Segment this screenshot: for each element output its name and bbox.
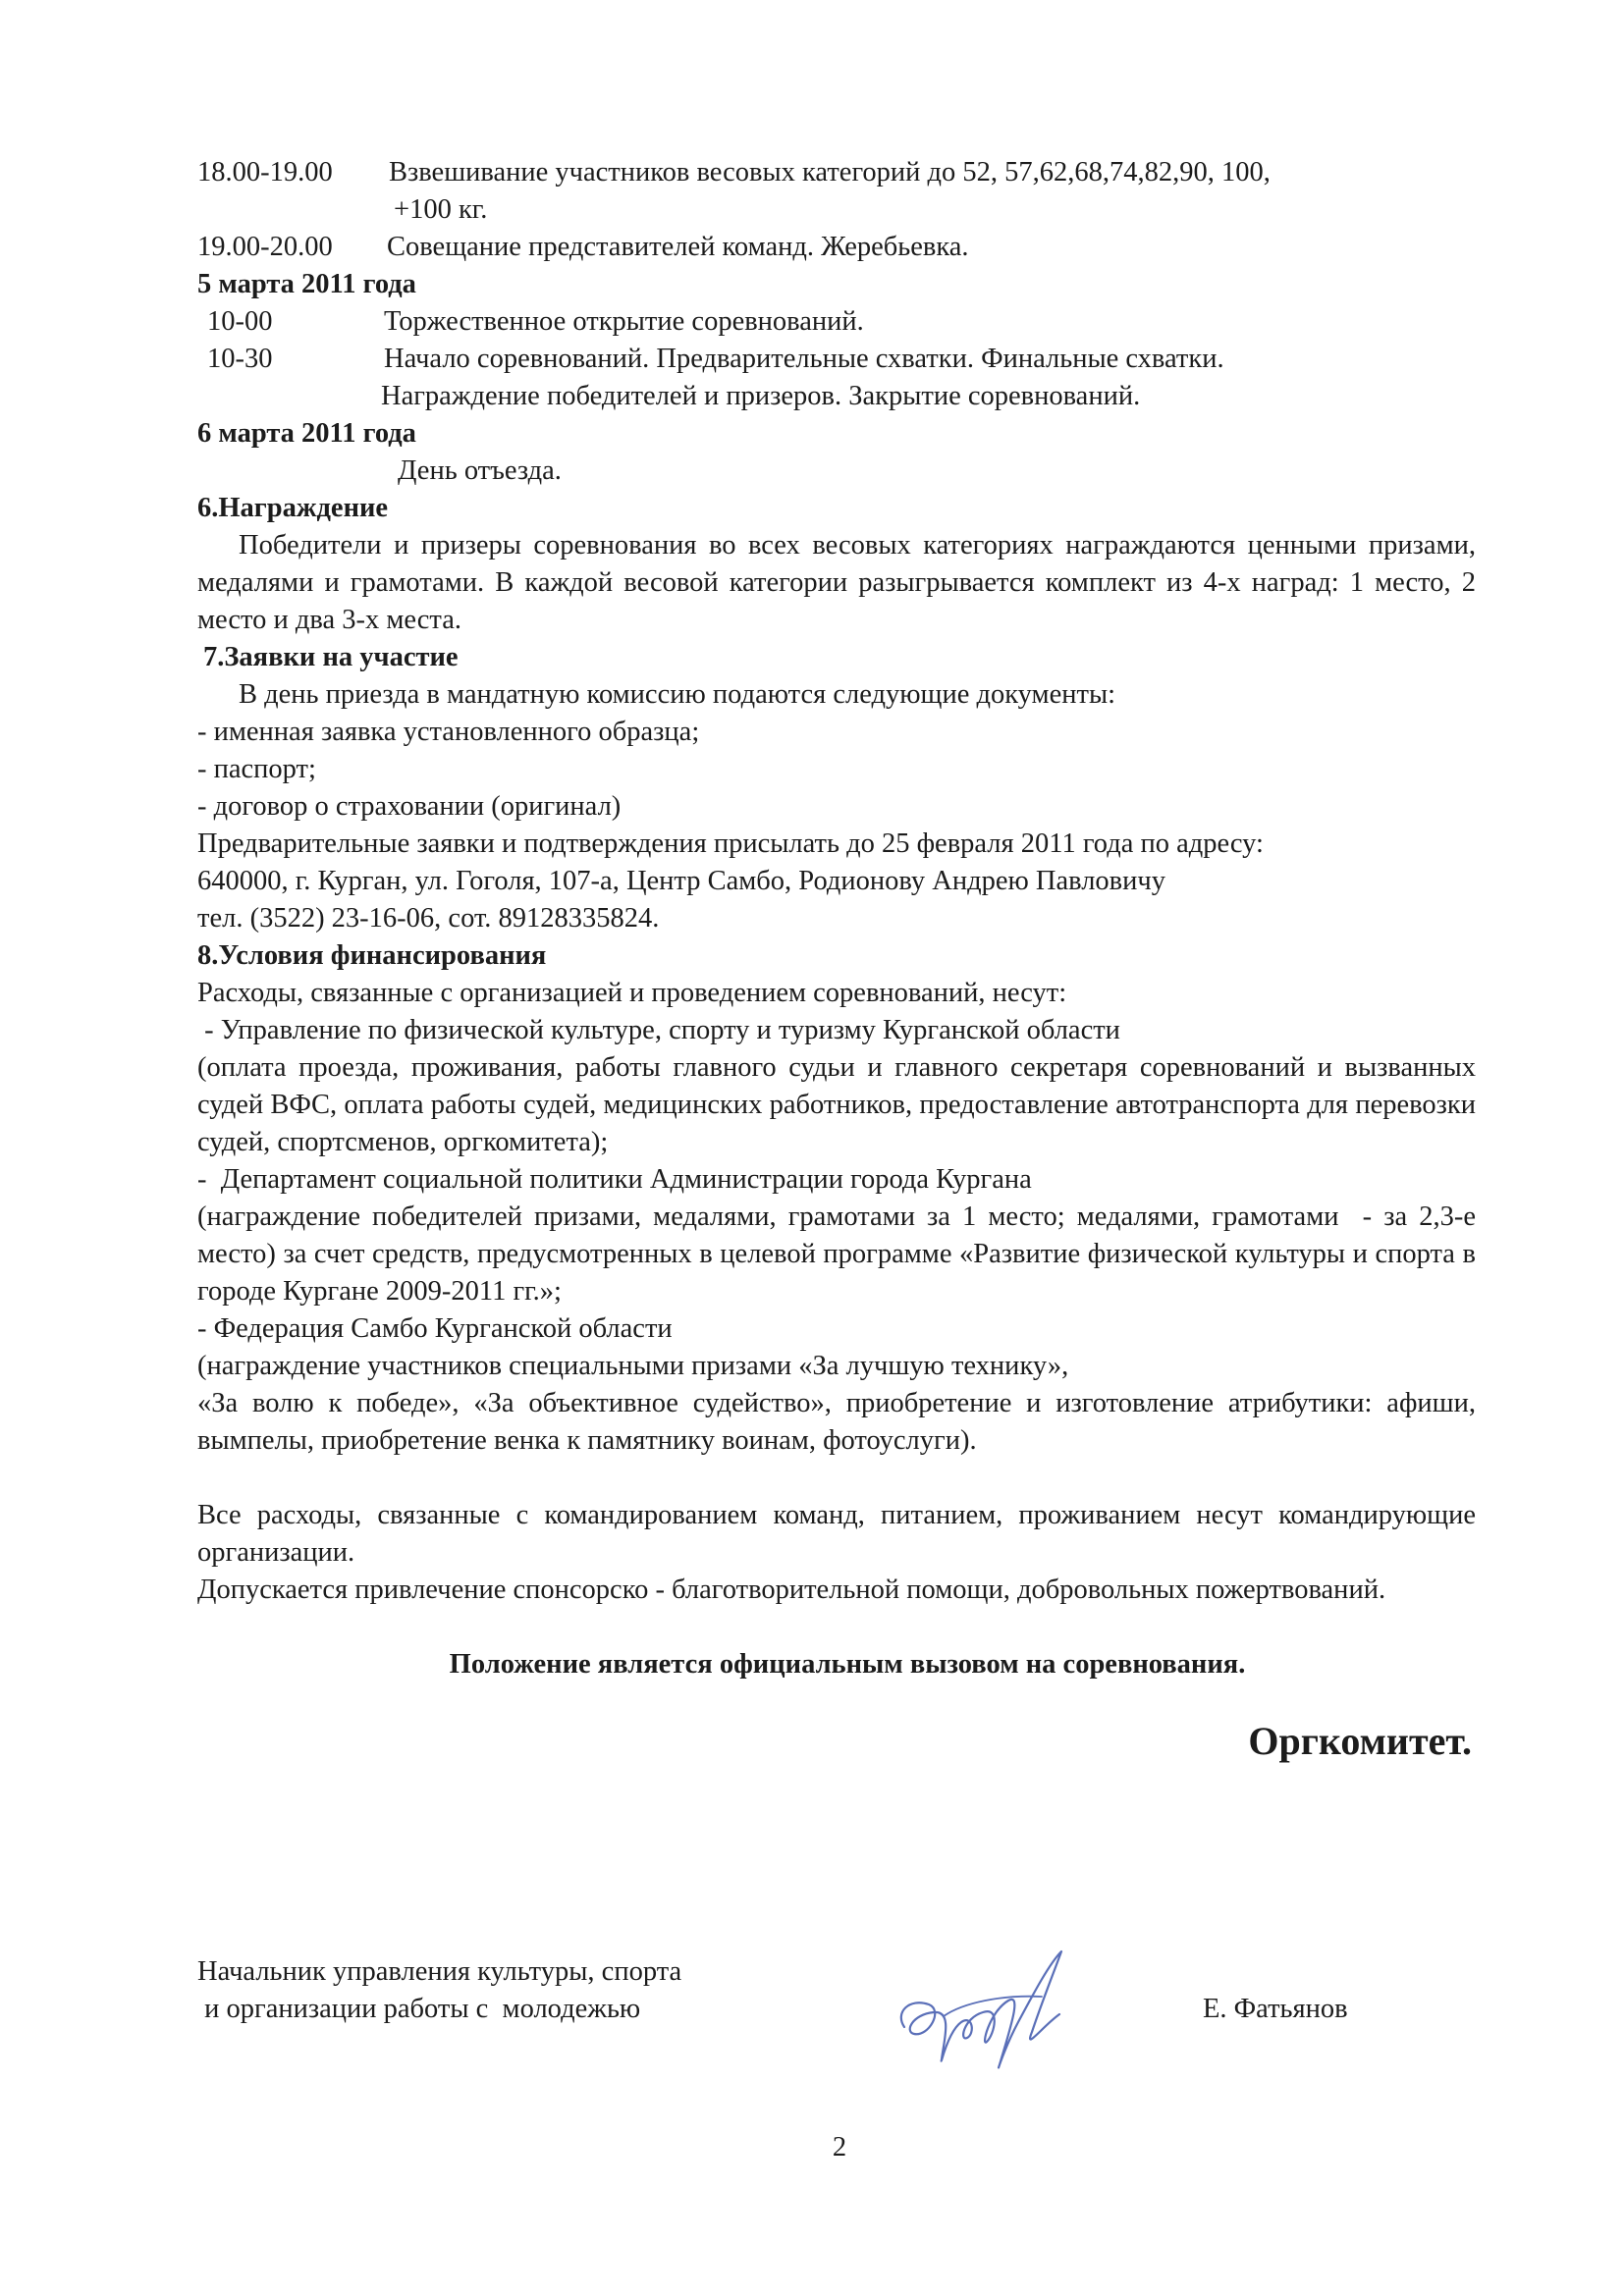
applications-intro: В день приезда в мандатную комиссию подаются следующие документы:	[239, 679, 1116, 710]
schedule-row-weighing	[197, 154, 1476, 191]
financing-org-social-policy-detail: (награждение победителей призами, медалями, грамотами за 1 место; медалями, грамотами - за 2,3-е место) за счет средств, предусмотренных в целевой программе «Развитие физической культуры и спорта в городе Кургане 2009-2011 гг.»;	[197, 1201, 1490, 1307]
document-list-item: - именная заявка установленного образца;	[197, 717, 700, 747]
contact-phone: тел. (3522) 23-16-06, сот. 89128335824.	[197, 903, 660, 934]
signatory-name: Е. Фатьянов	[1203, 1994, 1348, 2024]
signatory-title-line: и организации работы с молодежью	[197, 1994, 641, 2024]
document-list-item: - паспорт;	[197, 754, 316, 784]
handwritten-signature	[885, 1944, 1140, 2091]
schedule-row-opening	[197, 303, 1476, 341]
financing-intro: Расходы, связанные с организацией и проведением соревнований, несут:	[197, 978, 1067, 1008]
document-body	[197, 154, 1490, 1766]
signatory-title-line: Начальник управления культуры, спорта	[197, 1956, 682, 1987]
schedule-row-meeting	[197, 229, 1476, 266]
day-heading-march5: 5 марта 2011 года	[197, 269, 416, 299]
departure-text: День отъезда.	[398, 455, 562, 486]
schedule-row-start	[197, 341, 1476, 378]
schedule-text: Начало соревнований. Предварительные схватки. Финальные схватки.	[384, 344, 1224, 374]
schedule-text-continuation: +100 кг.	[394, 194, 488, 225]
section-heading-applications: 7.Заявки на участие	[203, 642, 459, 672]
financing-org-sport-department-detail: (оплата проезда, проживания, работы главного судьи и главного секретаря соревнований и вызванных судей ВФС, оплата работы судей, медицинских работников, предоставление автотранспорта для перевозки судей, спортсменов, оргкомитета);	[197, 1052, 1476, 1157]
financing-org-sambo-federation-detail-cont: «За волю к победе», «За объективное судейство», приобретение и изготовление атрибутики: афиши, вымпелы, приобретение венка к памятнику воинам, фотоуслуги).	[197, 1388, 1476, 1456]
paragraph-spacer	[197, 1460, 1476, 1497]
section-heading-financing: 8.Условия финансирования	[197, 940, 547, 971]
schedule-time: 18.00-19.00	[197, 157, 333, 187]
schedule-time: 19.00-20.00	[197, 232, 333, 262]
signatory-title	[197, 1953, 681, 2028]
section-heading-awards: 6.Награждение	[197, 493, 389, 523]
schedule-text: Совещание представителей команд. Жеребьевка.	[387, 232, 969, 262]
organizing-committee: Оргкомитет.	[1248, 1719, 1472, 1763]
schedule-text-continuation: Награждение победителей и призеров. Закрытие соревнований.	[381, 381, 1141, 411]
page-number: 2	[832, 2132, 847, 2163]
sponsorship-paragraph: Допускается привлечение спонсорско - благотворительной помощи, добровольных пожертвований.	[197, 1575, 1386, 1605]
signature-block	[197, 1953, 1476, 2071]
postal-address: 640000, г. Курган, ул. Гоголя, 107-а, Центр Самбо, Родионову Андрею Павловичу	[197, 866, 1165, 896]
financing-org-social-policy: - Департамент социальной политики Администрации города Кургана	[197, 1164, 1032, 1195]
awards-paragraph: Победители и призеры соревнования во всех весовых категориях награждаются ценными призами, медалями и грамотами. В каждой весовой категории разыгрывается комплект из 4-х наград: 1 место, 2 место и два 3-х места.	[197, 530, 1476, 635]
preliminary-applications: Предварительные заявки и подтверждения присылать до 25 февраля 2011 года по адресу:	[197, 828, 1264, 859]
financing-org-sport-department: - Управление по физической культуре, спорту и туризму Курганской области	[197, 1015, 1120, 1045]
schedule-text: Торжественное открытие соревнований.	[384, 306, 864, 337]
schedule-time: 10-00	[207, 306, 273, 337]
day-heading-march6: 6 марта 2011 года	[197, 418, 416, 449]
all-expenses-paragraph: Все расходы, связанные с командированием команд, питанием, проживанием несут командирующие организации.	[197, 1500, 1476, 1568]
schedule-time: 10-30	[207, 344, 273, 374]
schedule-text: Взвешивание участников весовых категорий до 52, 57,62,68,74,82,90, 100,	[389, 157, 1271, 187]
financing-org-sambo-federation-detail: (награждение участников специальными призами «За лучшую технику»,	[197, 1351, 1069, 1381]
official-call-statement: Положение является официальным вызовом на соревнования.	[449, 1649, 1246, 1680]
financing-org-sambo-federation: - Федерация Самбо Курганской области	[197, 1313, 673, 1344]
document-list-item: - договор о страховании (оригинал)	[197, 791, 622, 822]
